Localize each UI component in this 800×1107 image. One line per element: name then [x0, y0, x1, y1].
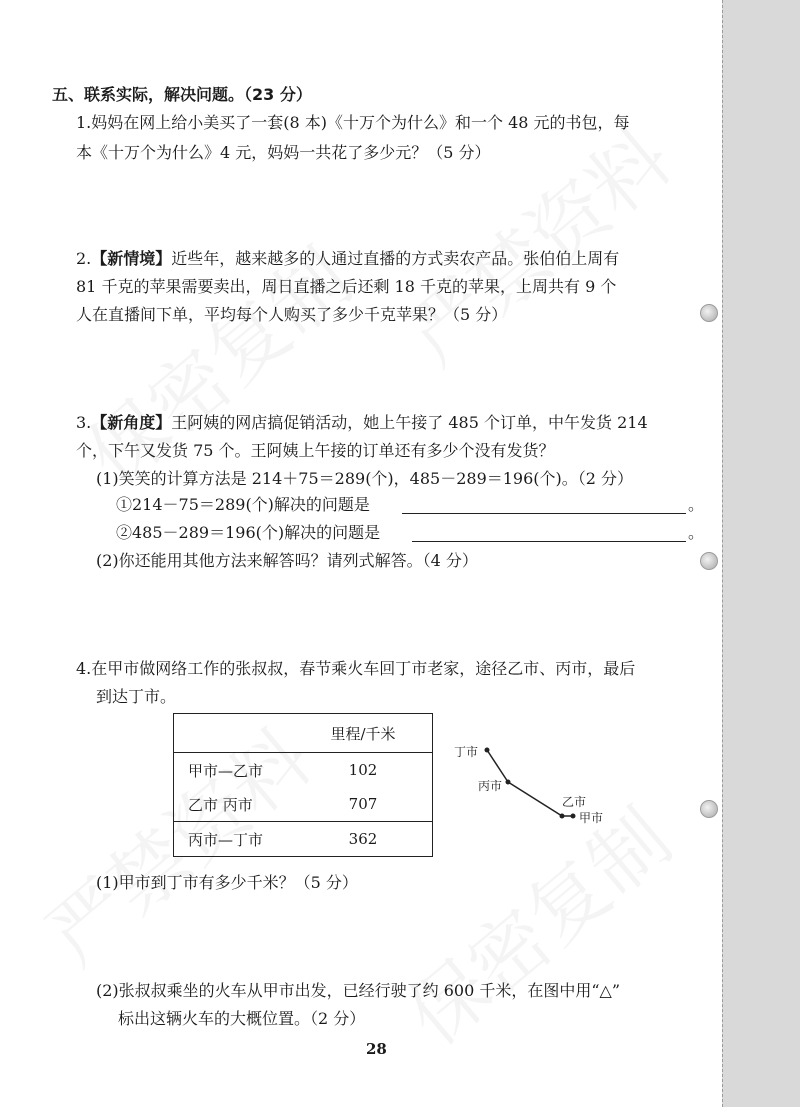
table-row	[174, 822, 433, 857]
q4-sub1: (1)甲市到丁市有多少千米？（5 分）	[96, 873, 358, 892]
km-cell: 102	[348, 761, 378, 779]
q2-line2: 81 千克的苹果需要卖出，周日直播之后还剩 18 千克的苹果，上周共有 9 个	[76, 277, 617, 296]
q2-text: 近些年，越来越多的人通过直播的方式卖农产品。张伯伯上周有	[171, 249, 620, 268]
section-title: 五、联系实际，解决问题。（23 分）	[52, 85, 312, 104]
binding-margin	[722, 0, 800, 1107]
q3-line1	[76, 412, 648, 434]
table-header-row	[174, 714, 433, 753]
route-cell: 丙市—丁市	[174, 822, 295, 857]
q3-sub1b: ②485－289＝196(个)解决的问题是	[116, 523, 381, 542]
km-cell: 707	[348, 795, 378, 813]
q3-line2: 个，下午又发货 75 个。王阿姨上午接的订单还有多少个没有发货？	[76, 441, 555, 460]
map-label-ding: 丁市	[454, 745, 479, 759]
q3-sub1a: ①214－75＝289(个)解决的问题是	[116, 495, 370, 514]
q1-line1: 1.妈妈在网上给小美买了一套(8 本)《十万个为什么》和一个 48 元的书包，每	[76, 113, 630, 132]
route-cell: 乙市 丙市	[188, 795, 253, 814]
map-label-bing: 丙市	[478, 779, 503, 793]
city-dot-yi	[560, 814, 565, 819]
q3-period-2: 。	[688, 523, 705, 542]
city-dot-ding	[485, 748, 490, 753]
q3-period-1: 。	[688, 495, 705, 514]
route-map[interactable]	[440, 740, 630, 840]
page-number: 28	[366, 1040, 387, 1058]
answer-line-2[interactable]	[412, 540, 686, 542]
binding-hole	[700, 800, 718, 818]
table-row	[174, 787, 433, 822]
q3-number: 3.	[76, 413, 92, 432]
q3-text: 王阿姨的网店搞促销活动，她上午接了 485 个订单，中午发货 214	[171, 413, 648, 432]
map-label-jia: 甲市	[579, 811, 604, 825]
km-cell: 362	[294, 822, 433, 857]
table-header-distance: 里程/千米	[294, 714, 433, 753]
city-dot-jia	[571, 814, 576, 819]
distance-table	[173, 713, 433, 857]
q3-sub1: (1)笑笑的计算方法是 214＋75＝289(个)，485－289＝196(个)。（2 分）	[96, 469, 634, 488]
table-header-empty	[174, 714, 295, 753]
q2-line3: 人在直播间下单，平均每个人购买了多少千克苹果？（5 分）	[76, 305, 508, 324]
q4-line1: 4.在甲市做网络工作的张叔叔，春节乘火车回丁市老家，途径乙市、丙市，最后	[76, 659, 636, 678]
q3-sub2: (2)你还能用其他方法来解答吗？请列式解答。（4 分）	[96, 551, 478, 570]
binding-hole	[700, 552, 718, 570]
city-dot-bing	[506, 780, 511, 785]
q2-number: 2.	[76, 249, 92, 268]
binding-hole	[700, 304, 718, 322]
q4-sub2-line1: (2)张叔叔乘坐的火车从甲市出发，已经行驶了约 600 千米，在图中用“△”	[96, 981, 621, 1000]
answer-line-1[interactable]	[402, 512, 686, 514]
q1-line2: 本《十万个为什么》4 元，妈妈一共花了多少元？（5 分）	[76, 143, 491, 162]
map-label-yi: 乙市	[562, 795, 587, 809]
q2-line1	[76, 248, 619, 270]
route-cell: 甲市—乙市	[188, 761, 264, 780]
q3-tag: 【新角度】	[91, 413, 172, 432]
q2-tag: 【新情境】	[91, 249, 172, 268]
table-row	[174, 753, 433, 788]
q4-line2: 到达丁市。	[96, 687, 177, 706]
q4-sub2-line2: 标出这辆火车的大概位置。（2 分）	[118, 1009, 366, 1028]
